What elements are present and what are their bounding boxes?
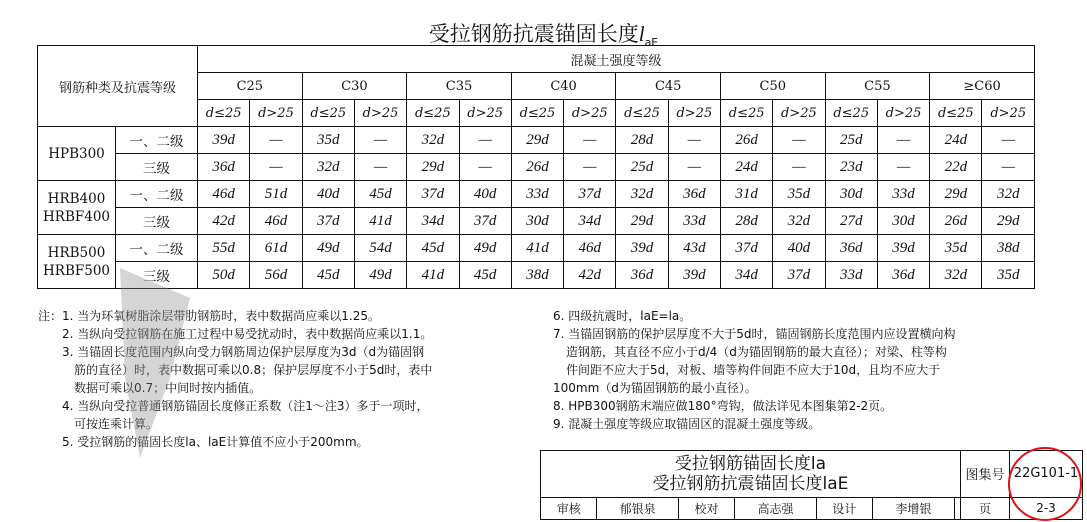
anchorage-value: — <box>668 154 720 181</box>
page-number: 2-3 <box>1010 497 1083 519</box>
anchorage-value: 33d <box>511 181 563 208</box>
anchorage-value: 40d <box>773 235 825 262</box>
anchorage-value: 34d <box>720 262 772 289</box>
anchorage-value: 39d <box>668 262 720 289</box>
diameter-header: d≤25 <box>720 100 772 127</box>
anchorage-value: 29d <box>407 154 459 181</box>
seismic-level: 三级 <box>116 262 198 289</box>
rebar-type: HRB500 HRBF500 <box>38 235 116 289</box>
anchorage-value: 22d <box>930 154 982 181</box>
atlas-label: 图集号 <box>961 451 1010 498</box>
page-label: 页 <box>961 497 1010 519</box>
table-row <box>38 235 1035 262</box>
diameter-header: d≤25 <box>407 100 459 127</box>
title-block <box>540 450 1083 520</box>
anchorage-value: 26d <box>930 208 982 235</box>
anchorage-value: 45d <box>354 181 406 208</box>
diameter-header: d>25 <box>459 100 511 127</box>
grade-header: C55 <box>825 73 930 100</box>
anchorage-value: — <box>250 127 302 154</box>
anchorage-value: 40d <box>302 181 354 208</box>
anchorage-value: 49d <box>302 235 354 262</box>
anchorage-value: 37d <box>564 181 616 208</box>
anchorage-value: — <box>773 127 825 154</box>
designer-name: 李增银 <box>873 497 954 519</box>
anchorage-value: 37d <box>720 235 772 262</box>
notes-left <box>38 307 508 451</box>
anchorage-value: — <box>773 154 825 181</box>
anchorage-value: 37d <box>773 262 825 289</box>
anchorage-value: 35d <box>982 262 1035 289</box>
anchorage-value: — <box>877 127 929 154</box>
anchorage-value: — <box>459 127 511 154</box>
note-line: 注：1. 当为环氧树脂涂层带肋钢筋时，表中数据尚应乘以1.25。 <box>38 309 380 323</box>
note-line: 件间距不应大于5d，对板、墙等构件间距不应大于10d，且均不应大于 <box>566 363 941 377</box>
anchorage-value: 24d <box>720 154 772 181</box>
anchorage-value: 39d <box>198 127 250 154</box>
anchorage-value: 38d <box>511 262 563 289</box>
note-line: 4. 当纵向受拉普通钢筋锚固长度修正系数（注1～注3）多于一项时， <box>62 399 429 413</box>
diameter-header: d≤25 <box>930 100 982 127</box>
grade-header: C25 <box>198 73 303 100</box>
anchorage-value: 54d <box>354 235 406 262</box>
anchorage-value: 50d <box>198 262 250 289</box>
anchorage-value: 30d <box>825 181 877 208</box>
diameter-header: d>25 <box>773 100 825 127</box>
anchorage-value: 43d <box>668 235 720 262</box>
diameter-header: d>25 <box>982 100 1035 127</box>
anchorage-value: — <box>459 154 511 181</box>
anchorage-value: 37d <box>459 208 511 235</box>
anchorage-value: 34d <box>564 208 616 235</box>
anchorage-value: 34d <box>407 208 459 235</box>
anchorage-value: 40d <box>459 181 511 208</box>
anchorage-value: 29d <box>930 181 982 208</box>
anchorage-value: 32d <box>982 181 1035 208</box>
checker-name: 高志强 <box>735 497 816 519</box>
diameter-header: d≤25 <box>825 100 877 127</box>
anchorage-value: 45d <box>302 262 354 289</box>
anchorage-value: 39d <box>877 235 929 262</box>
anchorage-value: 45d <box>407 235 459 262</box>
anchorage-value: 55d <box>198 235 250 262</box>
note-line: 100mm（d为锚固钢筋的最小直径）。 <box>553 381 757 395</box>
anchorage-value: 29d <box>982 208 1035 235</box>
diameter-header: d>25 <box>877 100 929 127</box>
anchorage-value: 35d <box>773 181 825 208</box>
note-line: 8. HPB300钢筋末端应做180°弯钩，做法详见本图集第2-2页。 <box>553 399 893 413</box>
seismic-level: 三级 <box>116 208 198 235</box>
drawing-title: 受拉钢筋锚固长度la 受拉钢筋抗震锚固长度laE <box>541 451 961 498</box>
red-annotation-circle <box>1008 447 1082 521</box>
diameter-header: d>25 <box>354 100 406 127</box>
anchorage-value: — <box>668 127 720 154</box>
note-line: 2. 当纵向受拉钢筋在施工过程中易受扰动时，表中数据尚应乘以1.1。 <box>62 327 433 341</box>
anchorage-length-table <box>37 45 1035 289</box>
note-line: 5. 受拉钢筋的锚固长度la、laE计算值不应小于200mm。 <box>62 435 369 449</box>
note-line: 可按连乘计算。 <box>74 417 159 431</box>
seismic-level: 三级 <box>116 154 198 181</box>
note-line: 数据可乘以0.7；中间时按内插值。 <box>74 381 262 395</box>
grade-header: C30 <box>302 73 407 100</box>
anchorage-value: — <box>564 154 616 181</box>
diameter-header: d>25 <box>668 100 720 127</box>
concrete-grade-header: 混凝土强度等级 <box>198 46 1035 73</box>
anchorage-value: 32d <box>773 208 825 235</box>
page-title: 受拉钢筋抗震锚固长度$l_{aE}$ <box>428 22 659 50</box>
anchorage-value: 33d <box>825 262 877 289</box>
anchorage-value: 28d <box>616 127 668 154</box>
anchorage-value: 32d <box>616 181 668 208</box>
anchorage-value: 46d <box>564 235 616 262</box>
anchorage-value: 37d <box>407 181 459 208</box>
diameter-header: d>25 <box>564 100 616 127</box>
note-line: 7. 当锚固钢筋的保护层厚度不大于5d时，锚固钢筋长度范围内应设置横向构 <box>553 327 956 341</box>
anchorage-value: — <box>250 154 302 181</box>
table-row <box>38 208 1035 235</box>
check-label: 校对 <box>678 497 734 519</box>
anchorage-value: 36d <box>877 262 929 289</box>
anchorage-value: 26d <box>720 127 772 154</box>
anchorage-value: — <box>877 154 929 181</box>
table-row <box>38 154 1035 181</box>
anchorage-value: 31d <box>720 181 772 208</box>
note-line: 3. 当锚固长度范围内纵向受力钢筋周边保护层厚度为3d（d为锚固钢 <box>62 345 425 359</box>
anchorage-value: 38d <box>982 235 1035 262</box>
grade-header: C45 <box>616 73 721 100</box>
seismic-level: 一、二级 <box>116 181 198 208</box>
grade-header: C50 <box>720 73 825 100</box>
anchorage-value: — <box>354 127 406 154</box>
anchorage-value: 36d <box>825 235 877 262</box>
anchorage-value: 49d <box>459 235 511 262</box>
reviewer-name: 郁银泉 <box>597 497 678 519</box>
anchorage-value: — <box>564 127 616 154</box>
table-row <box>38 127 1035 154</box>
anchorage-value: 25d <box>616 154 668 181</box>
anchorage-value: 33d <box>877 181 929 208</box>
anchorage-value: 24d <box>930 127 982 154</box>
anchorage-value: 29d <box>616 208 668 235</box>
diameter-header: d≤25 <box>511 100 563 127</box>
anchorage-value: 45d <box>459 262 511 289</box>
anchorage-value: 32d <box>302 154 354 181</box>
anchorage-value: 29d <box>511 127 563 154</box>
anchorage-value: 42d <box>198 208 250 235</box>
review-label: 审核 <box>541 497 597 519</box>
anchorage-value: 39d <box>616 235 668 262</box>
rebar-type: HRB400 HRBF400 <box>38 181 116 235</box>
rebar-type-header: 钢筋种类及抗震等级 <box>38 46 198 127</box>
anchorage-value: 27d <box>825 208 877 235</box>
anchorage-value: 23d <box>825 154 877 181</box>
design-label: 设计 <box>816 497 872 519</box>
anchorage-value: 61d <box>250 235 302 262</box>
seismic-level: 一、二级 <box>116 235 198 262</box>
anchorage-value: — <box>982 154 1035 181</box>
anchorage-value: 46d <box>198 181 250 208</box>
rebar-type: HPB300 <box>38 127 116 181</box>
anchorage-value: 42d <box>564 262 616 289</box>
grade-header: C40 <box>511 73 616 100</box>
anchorage-value: 36d <box>616 262 668 289</box>
diameter-header: d≤25 <box>302 100 354 127</box>
anchorage-value: 35d <box>930 235 982 262</box>
diameter-header: d>25 <box>250 100 302 127</box>
anchorage-value: 36d <box>668 181 720 208</box>
note-line: 筋的直径）时，表中数据可乘以0.8；保护层厚度不小于5d时，表中 <box>74 363 433 377</box>
note-line: 9. 混凝土强度等级应取锚固区的混凝土强度等级。 <box>553 417 821 431</box>
anchorage-value: 32d <box>930 262 982 289</box>
anchorage-value: 25d <box>825 127 877 154</box>
anchorage-value: 26d <box>511 154 563 181</box>
anchorage-value: 49d <box>354 262 406 289</box>
atlas-number: 22G101-1 <box>1010 451 1083 498</box>
anchorage-value: 33d <box>668 208 720 235</box>
anchorage-value: 30d <box>877 208 929 235</box>
diameter-header: d≤25 <box>198 100 250 127</box>
anchorage-value: 56d <box>250 262 302 289</box>
anchorage-value: 28d <box>720 208 772 235</box>
table-row <box>38 262 1035 289</box>
anchorage-value: 41d <box>511 235 563 262</box>
seismic-level: 一、二级 <box>116 127 198 154</box>
anchorage-value: 30d <box>511 208 563 235</box>
grade-header: C35 <box>407 73 512 100</box>
anchorage-value: 36d <box>198 154 250 181</box>
table-row <box>38 181 1035 208</box>
anchorage-value: 35d <box>302 127 354 154</box>
grade-header: ≥C60 <box>930 73 1035 100</box>
diameter-header: d≤25 <box>616 100 668 127</box>
notes-right <box>553 307 1063 433</box>
anchorage-value: — <box>982 127 1035 154</box>
anchorage-value: 32d <box>407 127 459 154</box>
anchorage-value: 41d <box>407 262 459 289</box>
anchorage-value: — <box>354 154 406 181</box>
anchorage-value: 51d <box>250 181 302 208</box>
anchorage-value: 41d <box>354 208 406 235</box>
note-line: 6. 四级抗震时，laE=la。 <box>553 309 692 323</box>
anchorage-value: 37d <box>302 208 354 235</box>
note-line: 造钢筋，其直径不应小于d/4（d为锚固钢筋的最大直径）；对梁、柱等构 <box>566 345 947 359</box>
anchorage-value: 46d <box>250 208 302 235</box>
